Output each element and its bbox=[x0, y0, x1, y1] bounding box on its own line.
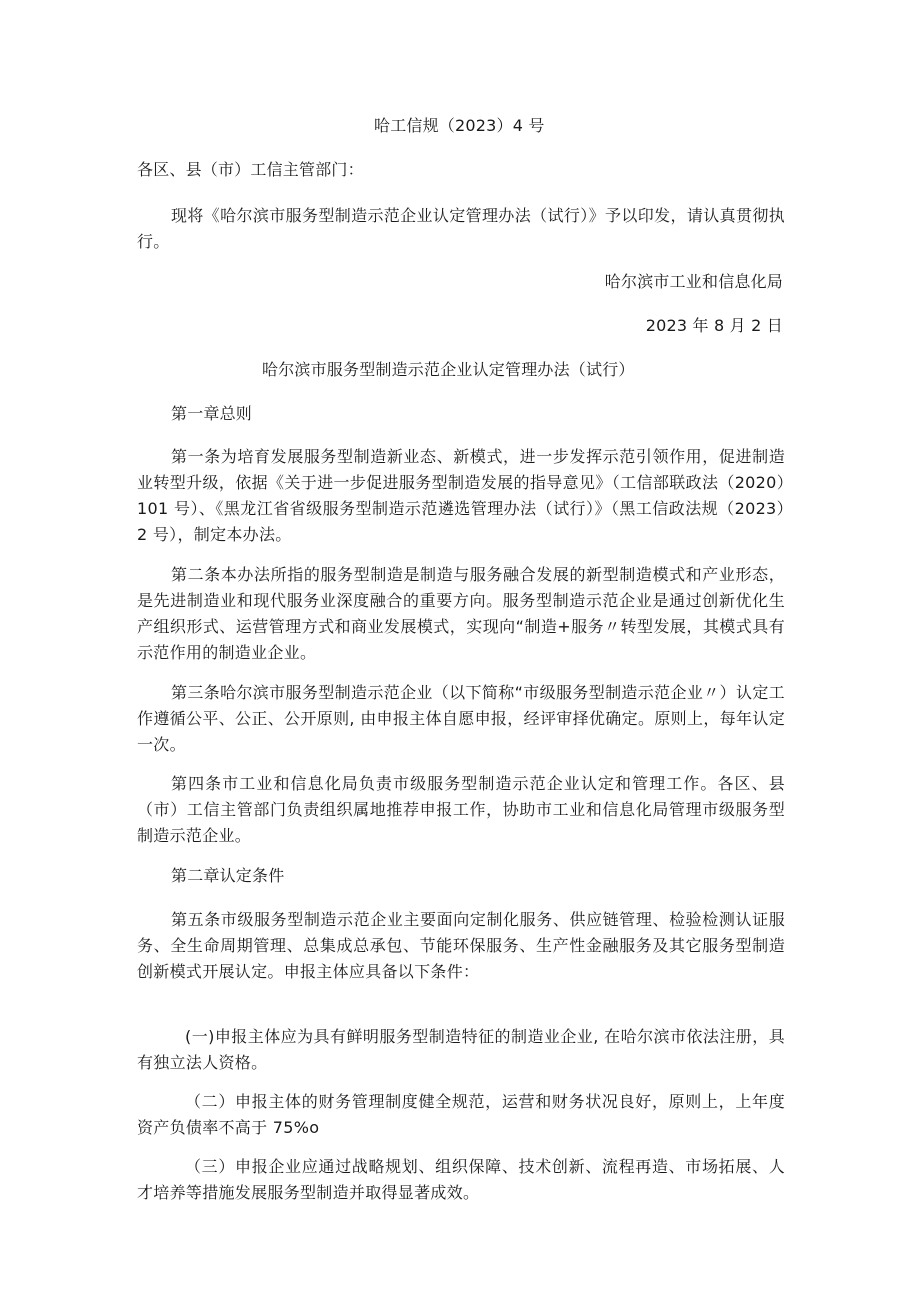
article-1: 第一条为培育发展服务型制造新业态、新模式，进一步发挥示范引领作用，促进制造业转型升级，依据《关于进一步促进服务型制造发展的指导意见》（工信部联政法（2020）101 号）、《黑龙江省省级服务型制造示范遴选管理办法（试行）》（黑工信政法规（2023）2 号），制定本办法。 bbox=[137, 447, 785, 544]
article-5: 第五条市级服务型制造示范企业主要面向定制化服务、供应链管理、检验检测认证服务、全生命周期管理、总集成总承包、节能环保服务、生产性金融服务及其它服务型制造创新模式开展认定。申报主体应具备以下条件： bbox=[137, 910, 785, 981]
article-3: 第三条哈尔滨市服务型制造示范企业（以下简称“市级服务型制造示范企业〃）认定工作遵循公平、公正、公开原则, 由申报主体自愿申报，经评审择优确定。原则上，每年认定一次。 bbox=[137, 683, 785, 754]
issue-date: 2023 年 8 月 2 日 bbox=[645, 316, 783, 335]
document-number: 哈工信规（2023）4 号 bbox=[374, 116, 545, 135]
condition-item-2: （二）申报主体的财务管理制度健全规范，运营和财务状况良好，原则上，上年度资产负债率不高于 75%o bbox=[137, 1092, 785, 1137]
article-4: 第四条市工业和信息化局负责市级服务型制造示范企业认定和管理工作。各区、县（市）工信主管部门负责组织属地推荐申报工作，协助市工业和信息化局管理市级服务型制造示范企业。 bbox=[137, 774, 785, 845]
chapter-heading-2: 第二章认定条件 bbox=[171, 866, 285, 885]
notice-paragraph: 现将《哈尔滨市服务型制造示范企业认定管理办法（试行）》予以印发，请认真贯彻执行。 bbox=[137, 206, 785, 251]
chapter-heading-1: 第一章总则 bbox=[171, 404, 253, 423]
issuer: 哈尔滨市工业和信息化局 bbox=[604, 272, 783, 291]
condition-item-1: (一)申报主体应为具有鲜明服务型制造特征的制造业企业, 在哈尔滨市依法注册，具有独立法人资格。 bbox=[137, 1027, 785, 1072]
addressee: 各区、县（市）工信主管部门： bbox=[137, 160, 364, 179]
regulation-title: 哈尔滨市服务型制造示范企业认定管理办法（试行） bbox=[262, 360, 635, 379]
article-2: 第二条本办法所指的服务型制造是制造与服务融合发展的新型制造模式和产业形态，是先进制造业和现代服务业深度融合的重要方向。服务型制造示范企业是通过创新优化生产组织形式、运营管理方式和商业发展模式，实现向“制造+服务〃转型发展，其模式具有示范作用的制造业企业。 bbox=[137, 565, 785, 662]
condition-item-3: （三）申报企业应通过战略规划、组织保障、技术创新、流程再造、市场拓展、人才培养等措施发展服务型制造并取得显著成效。 bbox=[137, 1157, 785, 1202]
